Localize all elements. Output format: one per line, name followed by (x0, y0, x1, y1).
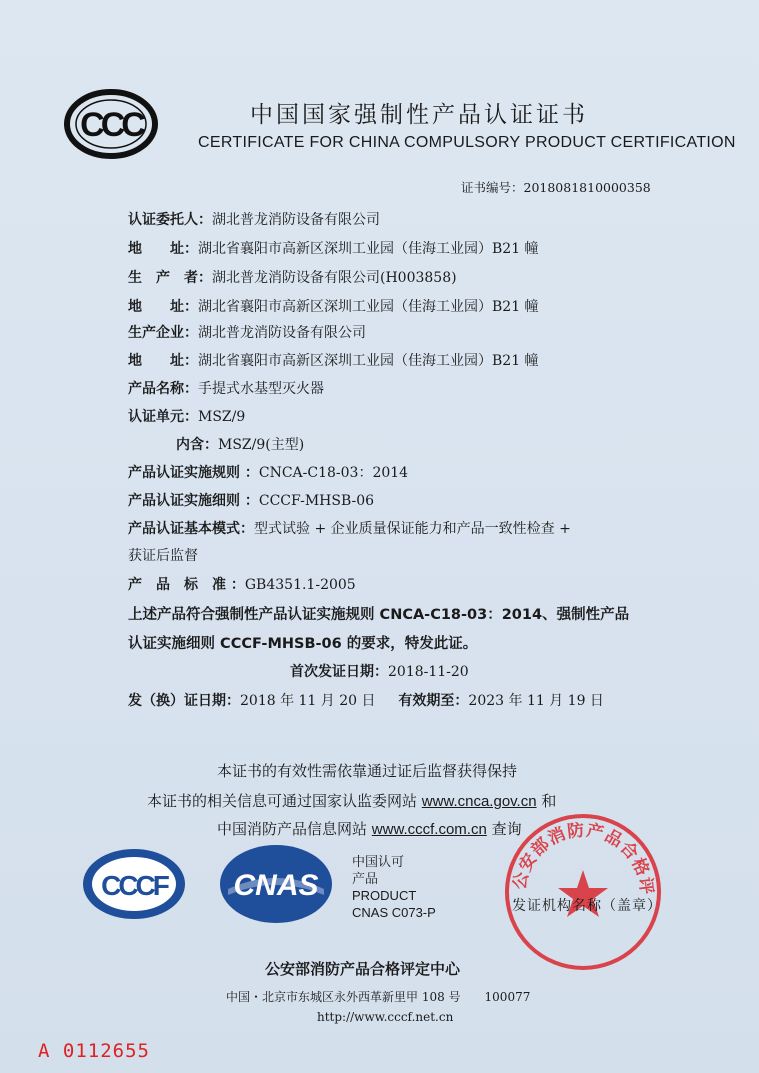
cnas-logo (218, 843, 334, 929)
svg-text:公安部消防产品合格评定中心: 公安部消防产品合格评 (509, 820, 657, 897)
cccf-link[interactable]: www.cccf.com.cn (371, 821, 487, 838)
content-value: MSZ/9(主型) (218, 437, 305, 453)
content-label: 内含： (176, 437, 218, 453)
rule-row (128, 462, 408, 482)
first-issue-value: 2018-11-20 (388, 664, 469, 680)
mode-value-2: 获证后监督 (128, 548, 198, 564)
notice-line-1: 本证书的有效性需依靠通过证后监督获得保持 (217, 762, 518, 780)
address2-row (128, 296, 539, 316)
issue-row (128, 690, 604, 710)
certificate-title-en: CERTIFICATE FOR CHINA COMPULSORY PRODUCT CERTIFICATION (198, 134, 736, 151)
certificate-title-cn: 中国国家强制性产品认证证书 (250, 102, 588, 128)
address2-label: 地 址： (128, 299, 198, 315)
product-row (128, 378, 324, 398)
manufacturer-label: 生 产 者： (128, 270, 212, 286)
standard-label: 产 品 标 准 ： (128, 577, 245, 593)
applicant-row (128, 209, 380, 229)
detail-value: CCCF-MHSB-06 (258, 493, 375, 509)
first-issue-label: 首次发证日期： (290, 664, 388, 680)
rule-label: 产品认证实施规则 ： (128, 465, 259, 481)
mode-row (128, 518, 571, 538)
address2-value: 湖北省襄阳市高新区深圳工业园（佳海工业园）B21 幢 (198, 299, 539, 315)
serial-number: A 0112655 (38, 1040, 150, 1062)
accreditation-line-1: 中国认可 (352, 854, 405, 869)
address3-label: 地 址： (128, 353, 198, 369)
issue-label: 发（换）证日期： (128, 693, 240, 709)
notice-line-3-text: 中国消防产品信息网站 (217, 820, 372, 838)
product-label: 产品名称： (128, 381, 198, 397)
notice-line-2-text: 本证书的相关信息可通过国家认监委网站 (147, 792, 422, 810)
svg-text:CCCF: CCCF (101, 870, 167, 901)
footer-org: 公安部消防产品合格评定中心 (265, 960, 461, 978)
svg-text:CNAS: CNAS (233, 869, 319, 902)
cnca-link[interactable]: www.cnca.gov.cn (421, 793, 537, 810)
accreditation-line-2: 产品 (352, 871, 379, 886)
applicant-label: 认证委托人： (128, 212, 212, 228)
detail-label: 产品认证实施细则 ： (128, 493, 259, 509)
unit-row (128, 406, 245, 426)
mode-label: 产品认证基本模式： (128, 521, 254, 537)
accreditation-line-4: CNAS C073-P (352, 905, 436, 920)
notice-line-2 (147, 790, 556, 811)
accreditation-info (352, 853, 436, 921)
valid-label: 有效期至： (398, 693, 469, 709)
issue-value: 2018 年 11 月 20 日 (240, 693, 376, 709)
unit-value: MSZ/9 (198, 409, 246, 425)
svg-text:CCC: CCC (80, 106, 142, 144)
address3-row (128, 350, 539, 370)
notice-line-3 (217, 818, 522, 839)
manufacturer-value: 湖北普龙消防设备有限公司(H003858) (212, 270, 457, 286)
seal-caption: 发证机构名称（盖章） (512, 898, 662, 914)
content-row (176, 434, 304, 454)
product-value: 手提式水基型灭火器 (198, 381, 324, 397)
statement-line-2: 认证实施细则 CCCF-MHSB-06 的要求，特发此证。 (128, 636, 478, 652)
address1-value: 湖北省襄阳市高新区深圳工业园（佳海工业园）B21 幢 (198, 241, 539, 257)
valid-value: 2023 年 11 月 19 日 (468, 693, 604, 709)
unit-label: 认证单元： (128, 409, 198, 425)
statement-line-1: 上述产品符合强制性产品认证实施规则 CNCA-C18-03：2014、强制性产品 (128, 607, 630, 623)
address3-value: 湖北省襄阳市高新区深圳工业园（佳海工业园）B21 幢 (198, 353, 539, 369)
rule-value: CNCA-C18-03：2014 (258, 465, 409, 481)
standard-value: GB4351.1-2005 (244, 577, 356, 593)
manufacturer-row (128, 267, 457, 287)
official-seal (503, 812, 663, 976)
detail-row (128, 490, 374, 510)
mode-value: 型式试验 + 企业质量保证能力和产品一致性检查 + (254, 521, 571, 537)
ccc-logo (63, 88, 159, 164)
applicant-value: 湖北普龙消防设备有限公司 (212, 212, 380, 228)
accreditation-line-3: PRODUCT (352, 888, 417, 903)
standard-row (128, 574, 356, 594)
cccf-logo (80, 846, 188, 926)
notice-line-2-end: 和 (536, 792, 557, 810)
notice-line-3-end: 查询 (486, 820, 522, 838)
mode-row-continued (128, 545, 198, 565)
first-issue-row (290, 661, 469, 681)
footer-website[interactable]: http://www.cccf.net.cn (317, 1010, 454, 1024)
address1-label: 地 址： (128, 241, 198, 257)
certificate-number: 证书编号：2018081810000358 (461, 180, 651, 195)
factory-row (128, 322, 366, 342)
factory-label: 生产企业： (128, 325, 198, 341)
factory-value: 湖北普龙消防设备有限公司 (198, 325, 366, 341)
address1-row (128, 238, 539, 258)
footer-address: 中国・北京市东城区永外西革新里甲 108 号 100077 (226, 990, 531, 1004)
